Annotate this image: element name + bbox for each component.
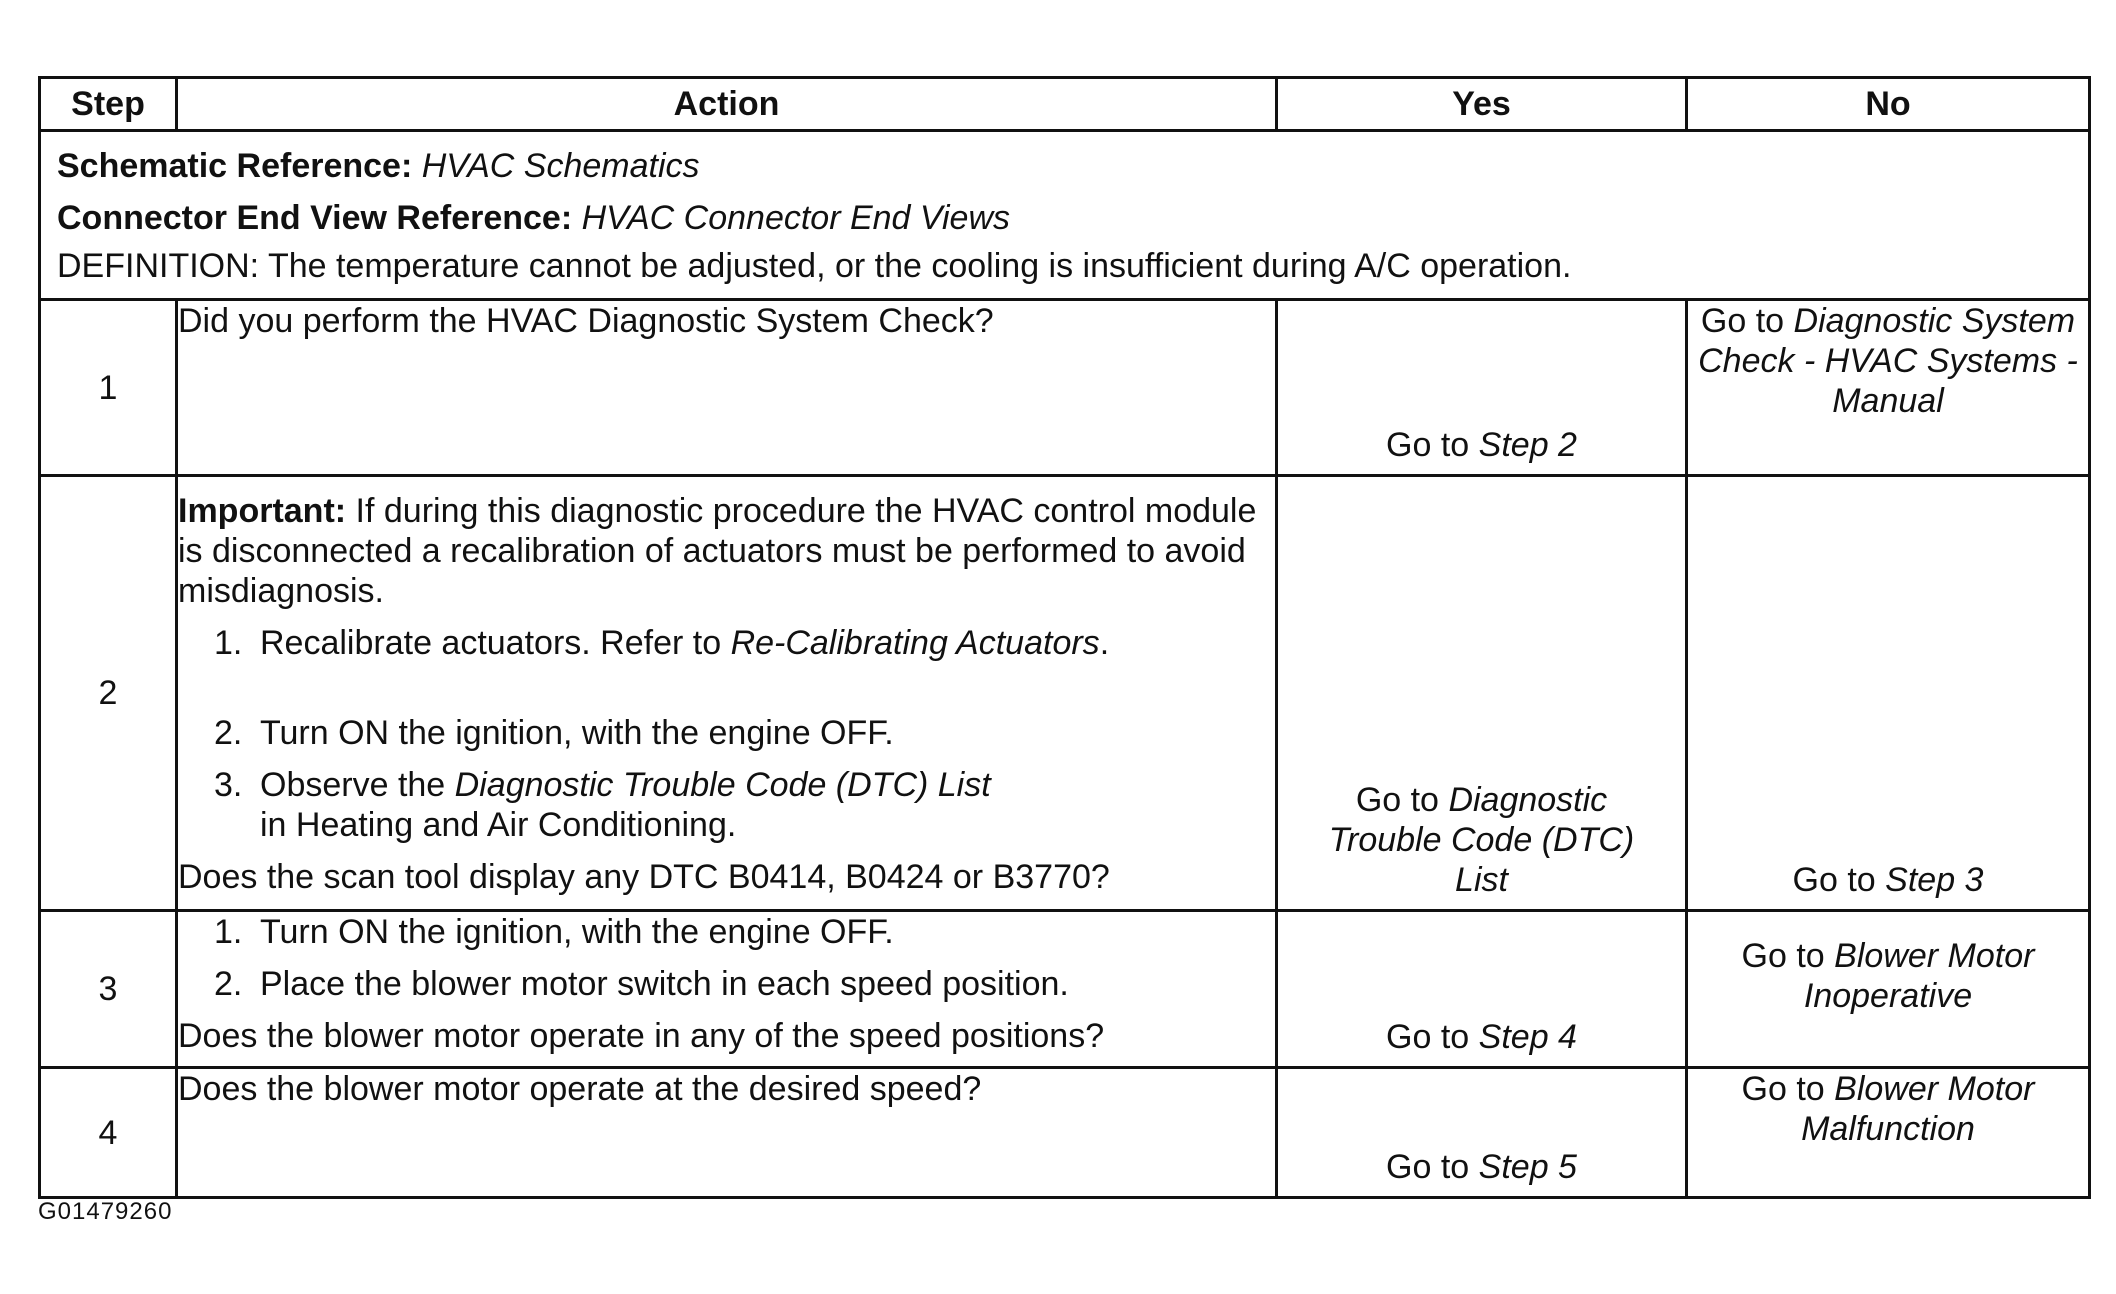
yes-cell [1277,300,1687,476]
important-label: Important: [178,492,347,530]
action-cell [177,300,1277,476]
reference-row [40,131,2090,300]
connector-reference-link[interactable]: HVAC Connector End Views [581,199,1010,237]
no-cell [1687,911,2090,1068]
yes-instruction: Go to Step 5 [1386,1148,1577,1186]
diagnostic-table-container [38,76,2088,1199]
action-cell [177,476,1277,911]
step-number: 3 [40,911,177,1068]
header-yes: Yes [1277,78,1687,131]
step-row-2 [40,476,2090,911]
figure-id: G01479260 [38,1198,173,1225]
step-question: Does the scan tool display any DTC B0414, B0424 or B3770? [178,858,1110,896]
no-target-link[interactable]: Blower Motor Inoperative [1803,937,2035,1015]
header-no: No [1687,78,2090,131]
yes-target-link[interactable]: Step 5 [1478,1148,1577,1186]
step-question: Does the blower motor operate in any of the speed positions? [178,1017,1105,1055]
schematic-reference [57,140,2072,192]
step-number: 2 [40,476,177,911]
step-row-1 [40,300,2090,476]
no-cell [1687,1068,2090,1198]
recalibrating-actuators-link[interactable]: Re-Calibrating Actuators [730,624,1100,662]
step-number: 4 [40,1068,177,1198]
diagnostic-table [38,76,2091,1199]
step-question: Does the blower motor operate at the desired speed? [178,1070,982,1108]
list-item: 3. Observe the Diagnostic Trouble Code (DTC) List in Heating and Air Conditioning. [214,766,991,844]
header-action: Action [177,78,1277,131]
no-target-link[interactable]: Blower Motor Malfunction [1801,1070,2035,1148]
list-item: 2. Place the blower motor switch in each speed position. [214,965,1069,1003]
action-cell [177,1068,1277,1198]
header-step: Step [40,78,177,131]
step-number: 1 [40,300,177,476]
schematic-reference-label: Schematic Reference: [57,147,413,185]
yes-target-link[interactable]: Step 4 [1478,1018,1577,1056]
important-text: If during this diagnostic procedure the HVAC control module is disconnected a recalibration of actuators must be performed to avoid misdiagnosis. [178,492,1257,610]
no-cell [1687,300,2090,476]
no-instruction: Go to Diagnostic System Check - HVAC Systems - Manual [1698,302,2078,420]
no-instruction: Go to Blower Motor Inoperative [1741,937,2035,1015]
reference-cell [40,131,2090,300]
important-note [178,491,1275,611]
dtc-list-link[interactable]: Diagnostic Trouble Code (DTC) List [454,766,991,804]
connector-reference [57,192,2072,244]
step-row-4 [40,1068,2090,1198]
yes-instruction: Go to Step 4 [1386,1018,1577,1056]
step-question: Did you perform the HVAC Diagnostic System Check? [178,302,994,340]
list-item: 1. Recalibrate actuators. Refer to Re-Calibrating Actuators. [214,624,1110,662]
yes-target-link[interactable]: Step 2 [1478,426,1577,464]
action-cell [177,911,1277,1068]
yes-target-link[interactable]: Diagnostic Trouble Code (DTC) List [1328,781,1635,899]
yes-cell [1277,476,1687,911]
list-item: 1. Turn ON the ignition, with the engine OFF. [214,913,894,951]
yes-instruction: Go to Step 2 [1386,426,1577,464]
header-row [40,78,2090,131]
definition-text: DEFINITION: The temperature cannot be adjusted, or the cooling is insufficient during A/C operation. [57,247,1572,285]
no-instruction: Go to Blower Motor Malfunction [1741,1070,2035,1148]
connector-reference-label: Connector End View Reference: [57,199,573,237]
no-instruction: Go to Step 3 [1792,861,1984,899]
no-target-link[interactable]: Step 3 [1885,861,1984,899]
yes-cell [1277,1068,1687,1198]
schematic-reference-link[interactable]: HVAC Schematics [421,147,700,185]
no-target-link[interactable]: Diagnostic System Check - HVAC Systems - Manual [1698,302,2078,420]
no-cell [1687,476,2090,911]
yes-cell [1277,911,1687,1068]
step-row-3 [40,911,2090,1068]
yes-instruction: Go to Diagnostic Trouble Code (DTC) List [1328,781,1635,899]
list-item: 2. Turn ON the ignition, with the engine OFF. [214,714,894,752]
